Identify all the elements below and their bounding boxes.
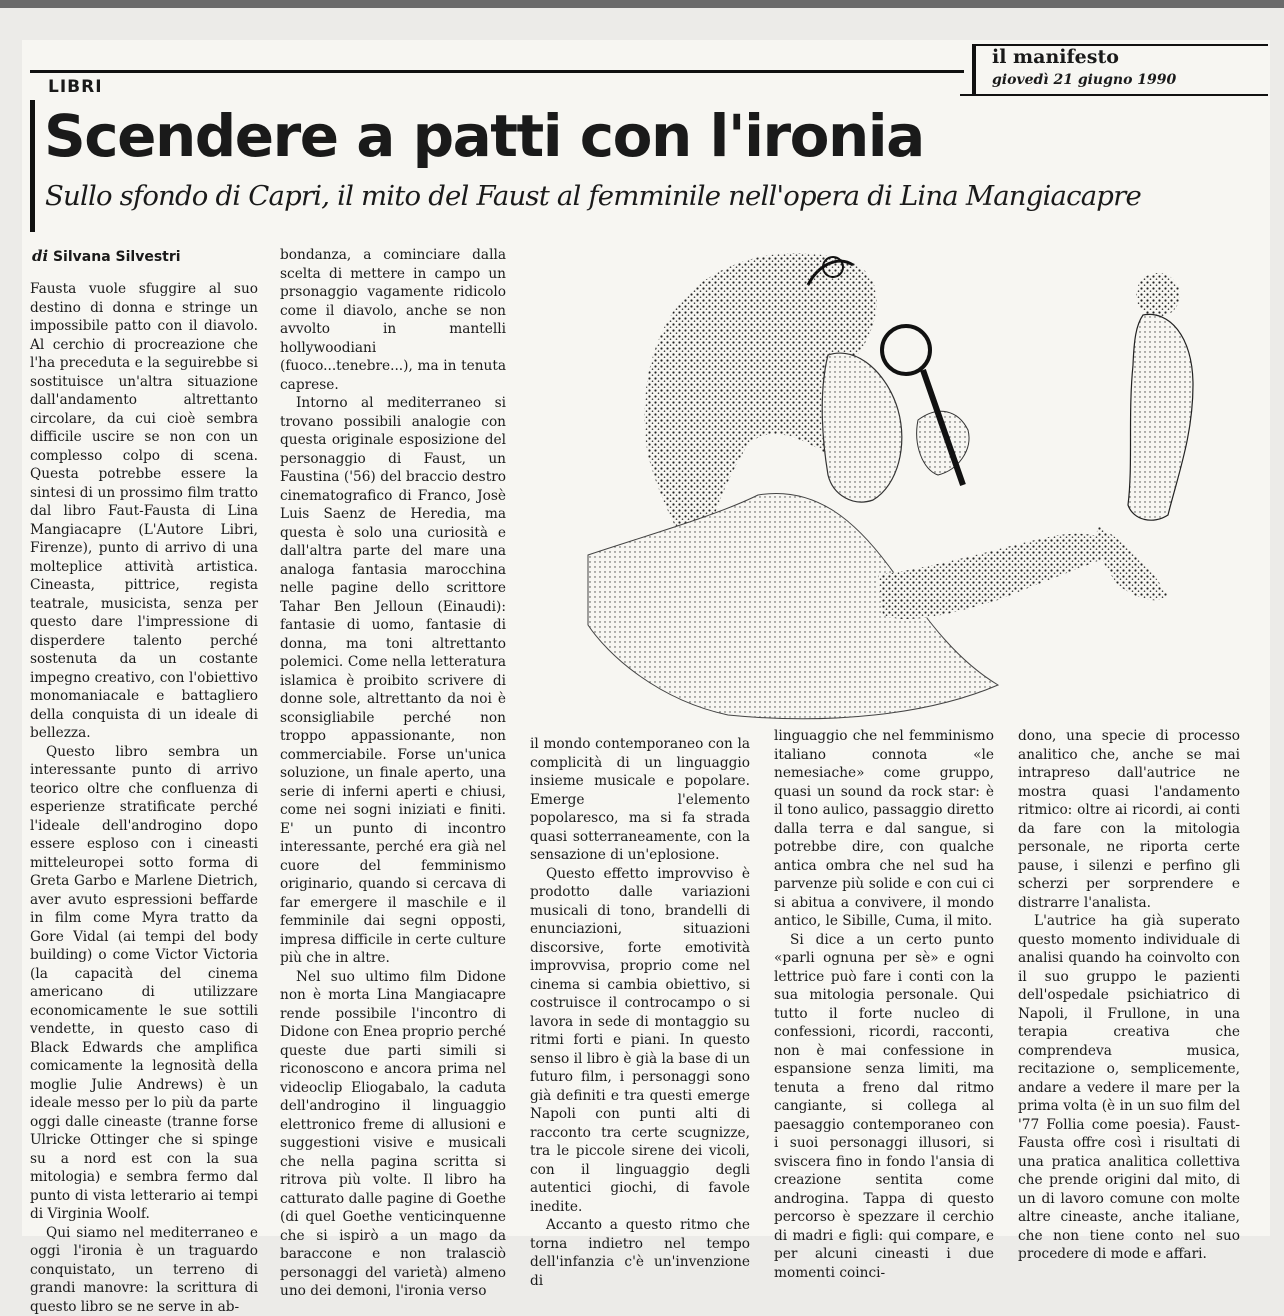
article-column-1 xyxy=(30,280,258,1316)
section-rule xyxy=(30,70,964,73)
paragraph: Intorno al mediterraneo si trovano possibili analogie con questa originale esposizione del personaggio di Faust, un Faustina ('56) del braccio destro cinematografico di Franco, Josè Luis Saenz de Heredia, ma questa è solo una curiosità e dall'altra parte del mare una analoga fantasia marocchina nelle pagine dello scrittore Tahar Ben Jelloun (Einaudi): fantasie di uomo, fantasie di donna, ma toni altrettanto polemici. Come nella letteratura islamica è proibito scrivere di donne sole, altrettanto da noi è sconsigliabile perché non troppo appassionante, non commerciabile. Forse un'unica soluzione, un finale aperto, una serie di inferni aperti e chiusi, come nei sogni iniziati e finiti. E' un punto di incontro interessante, perché era già nel cuore del femminismo originario, quando si cercava di far emergere il maschile e il femminile dai segni opposti, impresa difficile in certe culture più che in altre. xyxy=(280,394,506,968)
scan-top-edge xyxy=(0,0,1284,8)
figurine-shape xyxy=(1097,273,1193,600)
arm-shape xyxy=(878,534,1114,619)
masthead-rule-left xyxy=(972,44,976,96)
masthead-name: il manifesto xyxy=(992,46,1119,68)
byline-author: Silvana Silvestri xyxy=(53,249,181,265)
article-column-4 xyxy=(774,727,994,1282)
paragraph: linguaggio che nel femminismo italiano connota «le nemesiache» come gruppo, quasi un sound da rock star: è il tono aulico, passaggio diretto dalla terra e dal sangue, si potrebbe dire, con qualche antica ombra che nel sud ha parvenze più solide e con cui ci si abitua a convivere, il mondo antico, le Sibille, Cuma, il mito. xyxy=(774,727,994,931)
section-label: LIBRI xyxy=(48,77,103,97)
paragraph: Accanto a questo ritmo che torna indietro nel tempo dell'infanzia c'è un'invenzione di xyxy=(530,1216,750,1290)
headline: Scendere a patti con l'ironia xyxy=(44,107,924,165)
paragraph: bondanza, a cominciare dalla scelta di mettere in campo un prsonaggio vagamente ridicolo come il diavolo, anche se non avvolto in mantelli hollywoodiani (fuoco...tenebre...), ma in tenuta caprese. xyxy=(280,246,506,394)
byline-prefix: di xyxy=(32,247,48,265)
paragraph: dono, una specie di processo analitico che, anche se mai intrapreso dall'autrice ne mostra quasi l'andamento ritmico: oltre ai ricordi, ai conti da fare con la mitologia personale, ne riporta certe pause, i silenzi e perfino gli scherzi per sorprendere e distrarre l'analista. xyxy=(1018,727,1240,912)
paragraph: Qui siamo nel mediterraneo e oggi l'ironia è un traguardo conquistato, un terreno di grandi manovre: la scrittura di questo libro se ne serve in ab- xyxy=(30,1224,258,1316)
headline-side-bar xyxy=(30,100,35,232)
article-column-3 xyxy=(530,735,750,1290)
paragraph: Si dice a un certo punto «parli ognuna per sè» e ogni lettrice può fare i conti con la sua mitologia personale. Qui tutto il forte nucleo di confessioni, ricordi, racconti, non è mai confessione in espansione senza limiti, ma tenuta a freno dal ritmo cangiante, si collega al paesaggio contemporaneo con i suoi personaggi illusori, si sviscera fino in fondo l'ansia di creazione sentita come androgina. Tappa di questo percorso è spezzare il cerchio di madri e figli: qui compare, e per alcuni cineasti i due momenti coinci- xyxy=(774,931,994,1283)
section-rule-right xyxy=(960,94,1268,96)
paragraph: Fausta vuole sfuggire al suo destino di donna e stringe un impossibile patto con il diavolo. Al cerchio di procreazione che l'ha preceduta e la seguirebbe si sostituisce un'altra situazione dall'andamento altrettanto circolare, da cui cioè sembra difficile uscire se non con un complesso colpo di scena. Questa potrebbe essere la sintesi di un prossimo film tratto dal libro Faut-Fausta di Lina Mangiacapre (L'Autore Libri, Firenze), punto di arrivo di una molteplice attività artistica. Cineasta, pittrice, regista teatrale, musicista, senza per questo dare l'impressione di disperdere talento perché sostenuta da un costante impegno creativo, con l'obiettivo monomaniacale e battagliero della conquista di un ideale di bellezza. xyxy=(30,280,258,743)
face-shape xyxy=(822,353,902,502)
paragraph: Questo libro sembra un interessante punto di arrivo teorico oltre che confluenza di esperienze stratificate perché l'ideale dell'androgino dopo essere esploso con i cineasti mitteleuropei sotto forma di Greta Garbo e Marlene Dietrich, aver avuto espressioni beffarde in film come Myra tratto da Gore Vidal (ai tempi del body building) o come Victor Victoria (la capacità del cinema americano di utilizzare economicamente le sue sottili vendette, in questo caso di Black Edwards che amplifica comicamente la legnosità della moglie Julie Andrews) è un ideale messo per lo più da parte oggi dalle cineaste (tranne forse Ulricke Ottinger che si spinge su a nord est con la sua mitologia) e sembra fermo dal punto di vista letterario ai tempi di Virginia Woolf. xyxy=(30,743,258,1224)
paragraph: Questo effetto improvviso è prodotto dalle variazioni musicali di tono, brandelli di enunciazioni, situazioni discorsive, forte emotività improvvisa, proprio come nel cinema si cambia obiettivo, si costruisce il controcampo o si lavora in sede di montaggio su ritmi forti e piani. In questo senso il libro è già la base di un futuro film, i personaggi sono già definiti e tra questi emerge Napoli con punti alti di racconto tra certe scugnizze, tra le piccole sirene dei vicoli, con il linguaggio degli autentici giochi, di favole inedite. xyxy=(530,865,750,1217)
paragraph: Nel suo ultimo film Didone non è morta Lina Mangiacapre rende possibile l'incontro di Didone con Enea proprio perché queste due parti simili si riconoscono e ancora prima nel videoclip Eliogabalo, la caduta dell'androgino il linguaggio elettronico freme di allusioni e suggestioni visive e musicali che nella pagina scritta si ritrova più volte. Il libro ha catturato dalle pagine di Goethe (di quel Goethe venticinquenne che si ispirò a un mago da baraccone e non tralasciò personaggi del varietà) almeno uno dei demoni, l'ironia verso xyxy=(280,968,506,1301)
illustration-woman-with-magnifying-glass xyxy=(528,245,1218,730)
masthead-date: giovedì 21 giugno 1990 xyxy=(992,72,1176,88)
article-column-2 xyxy=(280,246,506,1301)
paragraph: L'autrice ha già superato questo momento individuale di analisi quando ha coinvolto con il suo gruppo le pazienti dell'ospedale psichiatrico di Napoli, il Frullone, in una terapia creativa che comprendeva musica, recitazione o, semplicemente, andare a vedere il mare per la prima volta (è in un suo film del '77 Follia come poesia). Faust-Fausta offre così i risultati di una pratica analitica collettiva che prende origini dal mito, di un di lavoro comune con molte altre cineaste, anche italiane, che non tiene conto nel suo procedere di mode e affari. xyxy=(1018,912,1240,1264)
paragraph: il mondo contemporaneo con la complicità di un linguaggio insieme musicale e popolare. Emerge l'elemento popolaresco, ma si fa strada quasi sotterraneamente, con la sensazione di un'eplosione. xyxy=(530,735,750,865)
article-column-5 xyxy=(1018,727,1240,1264)
byline xyxy=(32,247,181,265)
subheadline: Sullo sfondo di Capri, il mito del Faust al femminile nell'opera di Lina Mangiacapre xyxy=(45,183,1141,211)
